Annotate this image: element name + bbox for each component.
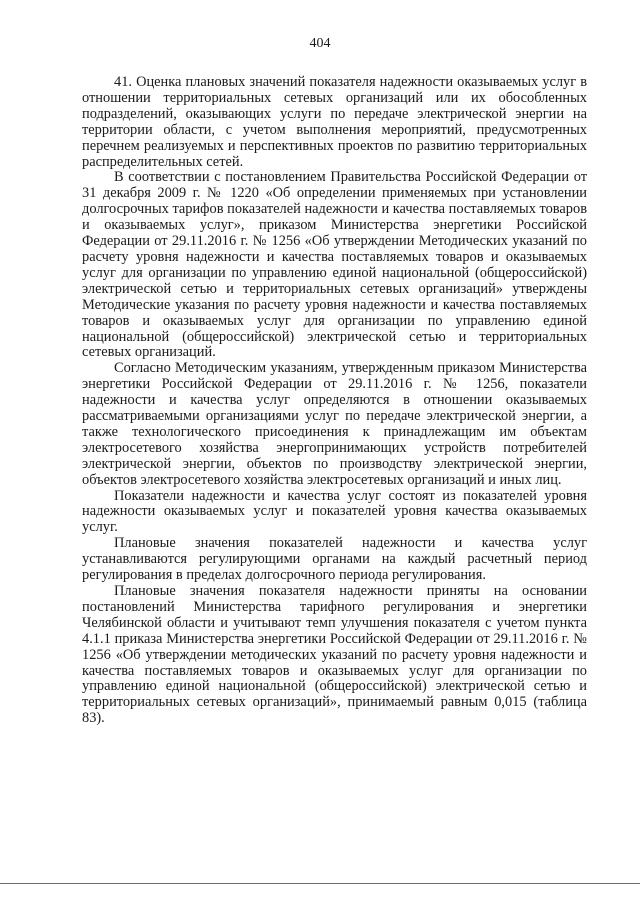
paragraph-indicator-composition: Показатели надежности и качества услуг состоят из показателей уровня надежности оказываемых услуг и показателей уровня качества оказываемых услуг. [82, 487, 587, 536]
bottom-divider [0, 883, 640, 884]
paragraph-methodical-guidelines: Согласно Методическим указаниям, утвержденным приказом Министерства энергетики Российской Федерации от 29.11.2016 г. № 1256, показатели надежности и качества услуг определяются в отношении оказываемых рассматриваемыми организациями услуг по передаче электрической энергии, а также технологического присоединения к принадлежащим им объектам электросетевого хозяйства энергопринимающих устройств потребителей электрической энергии, объектов по производству электрической энергии, объектов электросетевого хозяйства электросетевых организаций и иных лиц. [82, 360, 587, 488]
document-body [82, 75, 587, 727]
paragraph-reliability-basis: Плановые значения показателя надежности приняты на основании постановлений Министерства тарифного регулирования и энергетики Челябинской области и учитывают темп улучшения показателя с учетом пункта 4.1.1 приказа Министерства энергетики Российской Федерации от 29.11.2016 г. № 1256 «Об утверждении методических указаний по расчету уровня надежности и качества поставляемых товаров и оказываемых услуг для организации по управлению единой национальной (общероссийской) электрической сетью и территориальных сетевых организаций», принимаемый равным 0,015 (таблица 83). [82, 583, 587, 727]
paragraph-legal-basis: В соответствии с постановлением Правительства Российской Федерации от 31 декабря 2009 г. № 1220 «Об определении применяемых при установлении долгосрочных тарифов показателей надежности и качества поставляемых товаров и оказываемых услуг», приказом Министерства энергетики Российской Федерации от 29.11.2016 г. № 1256 «Об утверждении Методических указаний по расчету уровня надежности и качества поставляемых товаров и оказываемых услуг для организации по управлению единой национальной (общероссийской) электрической сетью и территориальных сетевых организаций» утверждены Методические указания по расчету уровня надежности и качества поставляемых товаров и оказываемых услуг для организации по управлению единой национальной (общероссийской) электрической сетью и территориальных сетевых организаций. [82, 169, 587, 361]
paragraph-planned-values: Плановые значения показателей надежности и качества услуг устанавливаются регулирующими органами на каждый расчетный период регулирования в пределах долгосрочного периода регулирования. [82, 535, 587, 584]
page-number: 404 [309, 36, 331, 51]
paragraph-section-41: 41. Оценка плановых значений показателя надежности оказываемых услуг в отношении территориальных сетевых организаций или их обособленных подразделений, оказывающих услуги по передаче электрической энергии на территории области, с учетом выполнения мероприятий, предусмотренных перечнем реализуемых и перспективных проектов по развитию территориальных распределительных сетей. [82, 74, 587, 170]
